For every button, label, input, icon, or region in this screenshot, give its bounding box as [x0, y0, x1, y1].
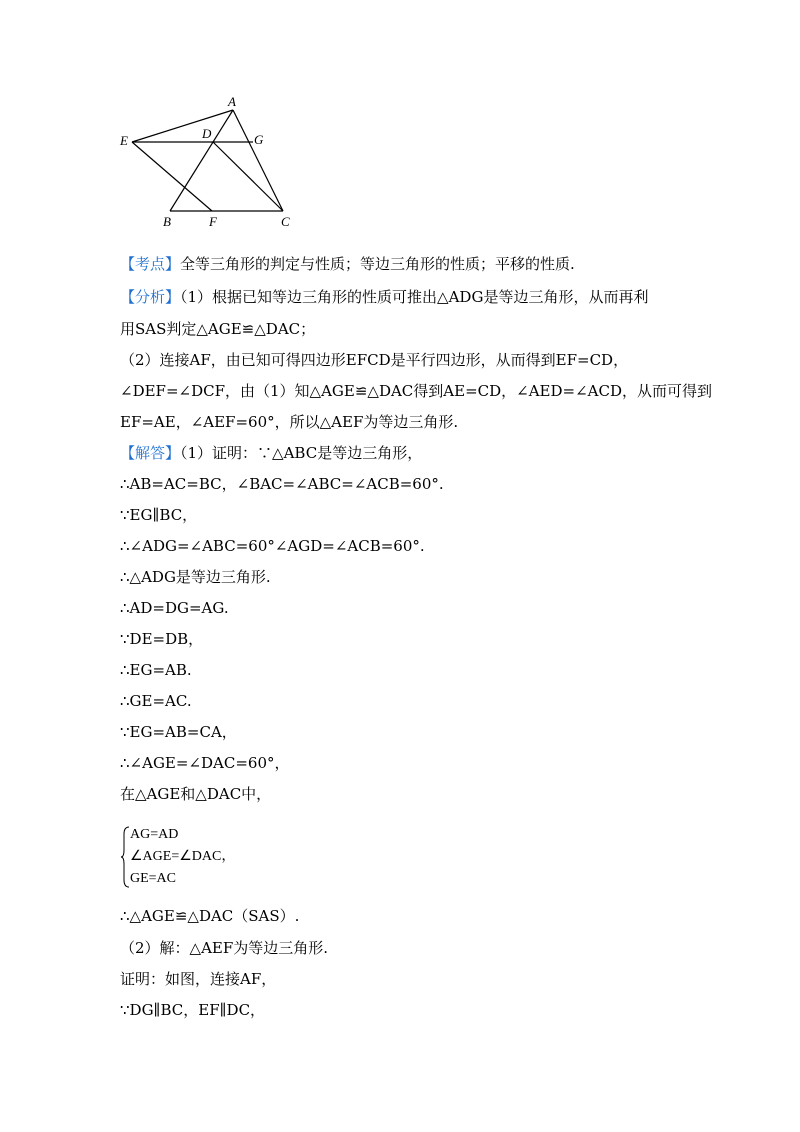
proof-step: ∴△ADG是等边三角形. — [120, 568, 271, 586]
fenxi-line-5: EF=AE，∠AEF=60°，所以△AEF为等边三角形. — [120, 413, 459, 431]
jieda-tag: 【解答】 — [120, 444, 181, 462]
kaodian-tag: 【考点】 — [120, 255, 181, 273]
proof-step: ∴EG=AB. — [120, 661, 192, 679]
segment-ef — [132, 142, 212, 211]
proof-step: ∴AB=AC=BC，∠BAC=∠ABC=∠ACB=60°. — [120, 475, 444, 493]
left-brace-icon — [120, 826, 130, 888]
system-row: ∠AGE=∠DAC， — [130, 849, 236, 864]
equation-system — [120, 826, 260, 888]
proof-step: ∴∠ADG=∠ABC=60°∠AGD=∠ACB=60°. — [120, 537, 425, 555]
label-g: G — [254, 132, 264, 147]
proof-step: ∴∠AGE=∠DAC=60°， — [120, 754, 290, 772]
fenxi-line-2: 用SAS判定△AGE≌△DAC； — [120, 320, 316, 338]
label-c: C — [281, 214, 290, 229]
fenxi-line-1 — [120, 287, 648, 307]
fenxi-line-3: （2）连接AF，由已知可得四边形EFCD是平行四边形，从而得到EF=CD， — [120, 351, 629, 369]
proof-step: 在△AGE和△DAC中， — [120, 785, 272, 803]
label-a: A — [228, 94, 236, 109]
fenxi-tag: 【分析】 — [120, 288, 181, 306]
jieda-line-first — [120, 443, 422, 463]
label-b: B — [163, 214, 171, 229]
system-row: AG=AD — [130, 827, 179, 842]
segment-ea — [132, 110, 233, 142]
kaodian-line — [120, 254, 575, 274]
system-row: GE=AC — [130, 871, 177, 886]
label-e: E — [120, 133, 128, 148]
proof-step: 证明：如图，连接AF， — [120, 970, 277, 988]
part-two-heading: （2）解：△AEF为等边三角形. — [120, 939, 329, 957]
proof-step: ∵DE=DB， — [120, 630, 204, 648]
label-d: D — [202, 126, 212, 141]
kaodian-text: 全等三角形的判定与性质；等边三角形的性质；平移的性质. — [180, 255, 575, 273]
proof-step: ∴AD=DG=AG. — [120, 599, 229, 617]
proof-step: ∵EG∥BC， — [120, 506, 198, 524]
fenxi-text-1: （1）根据已知等边三角形的性质可推出△ADG是等边三角形，从而再利 — [180, 288, 649, 306]
proof-step: ∵EG=AB=CA， — [120, 723, 237, 741]
label-f: F — [209, 214, 217, 229]
triangle-diagram — [118, 92, 298, 232]
segment-ac — [233, 110, 283, 211]
proof-step: ∴GE=AC. — [120, 692, 192, 710]
fenxi-line-4: ∠DEF=∠DCF，由（1）知△AGE≌△DAC得到AE=CD，∠AED=∠ACD，从而可得到 — [120, 382, 712, 400]
proof-step: ∴△AGE≌△DAC（SAS）. — [120, 907, 300, 925]
segment-dc — [213, 142, 283, 211]
jieda-text-first: （1）证明：∵△ABC是等边三角形， — [180, 444, 423, 462]
proof-step: ∵DG∥BC，EF∥DC， — [120, 1001, 266, 1019]
geometry-figure — [118, 92, 298, 232]
